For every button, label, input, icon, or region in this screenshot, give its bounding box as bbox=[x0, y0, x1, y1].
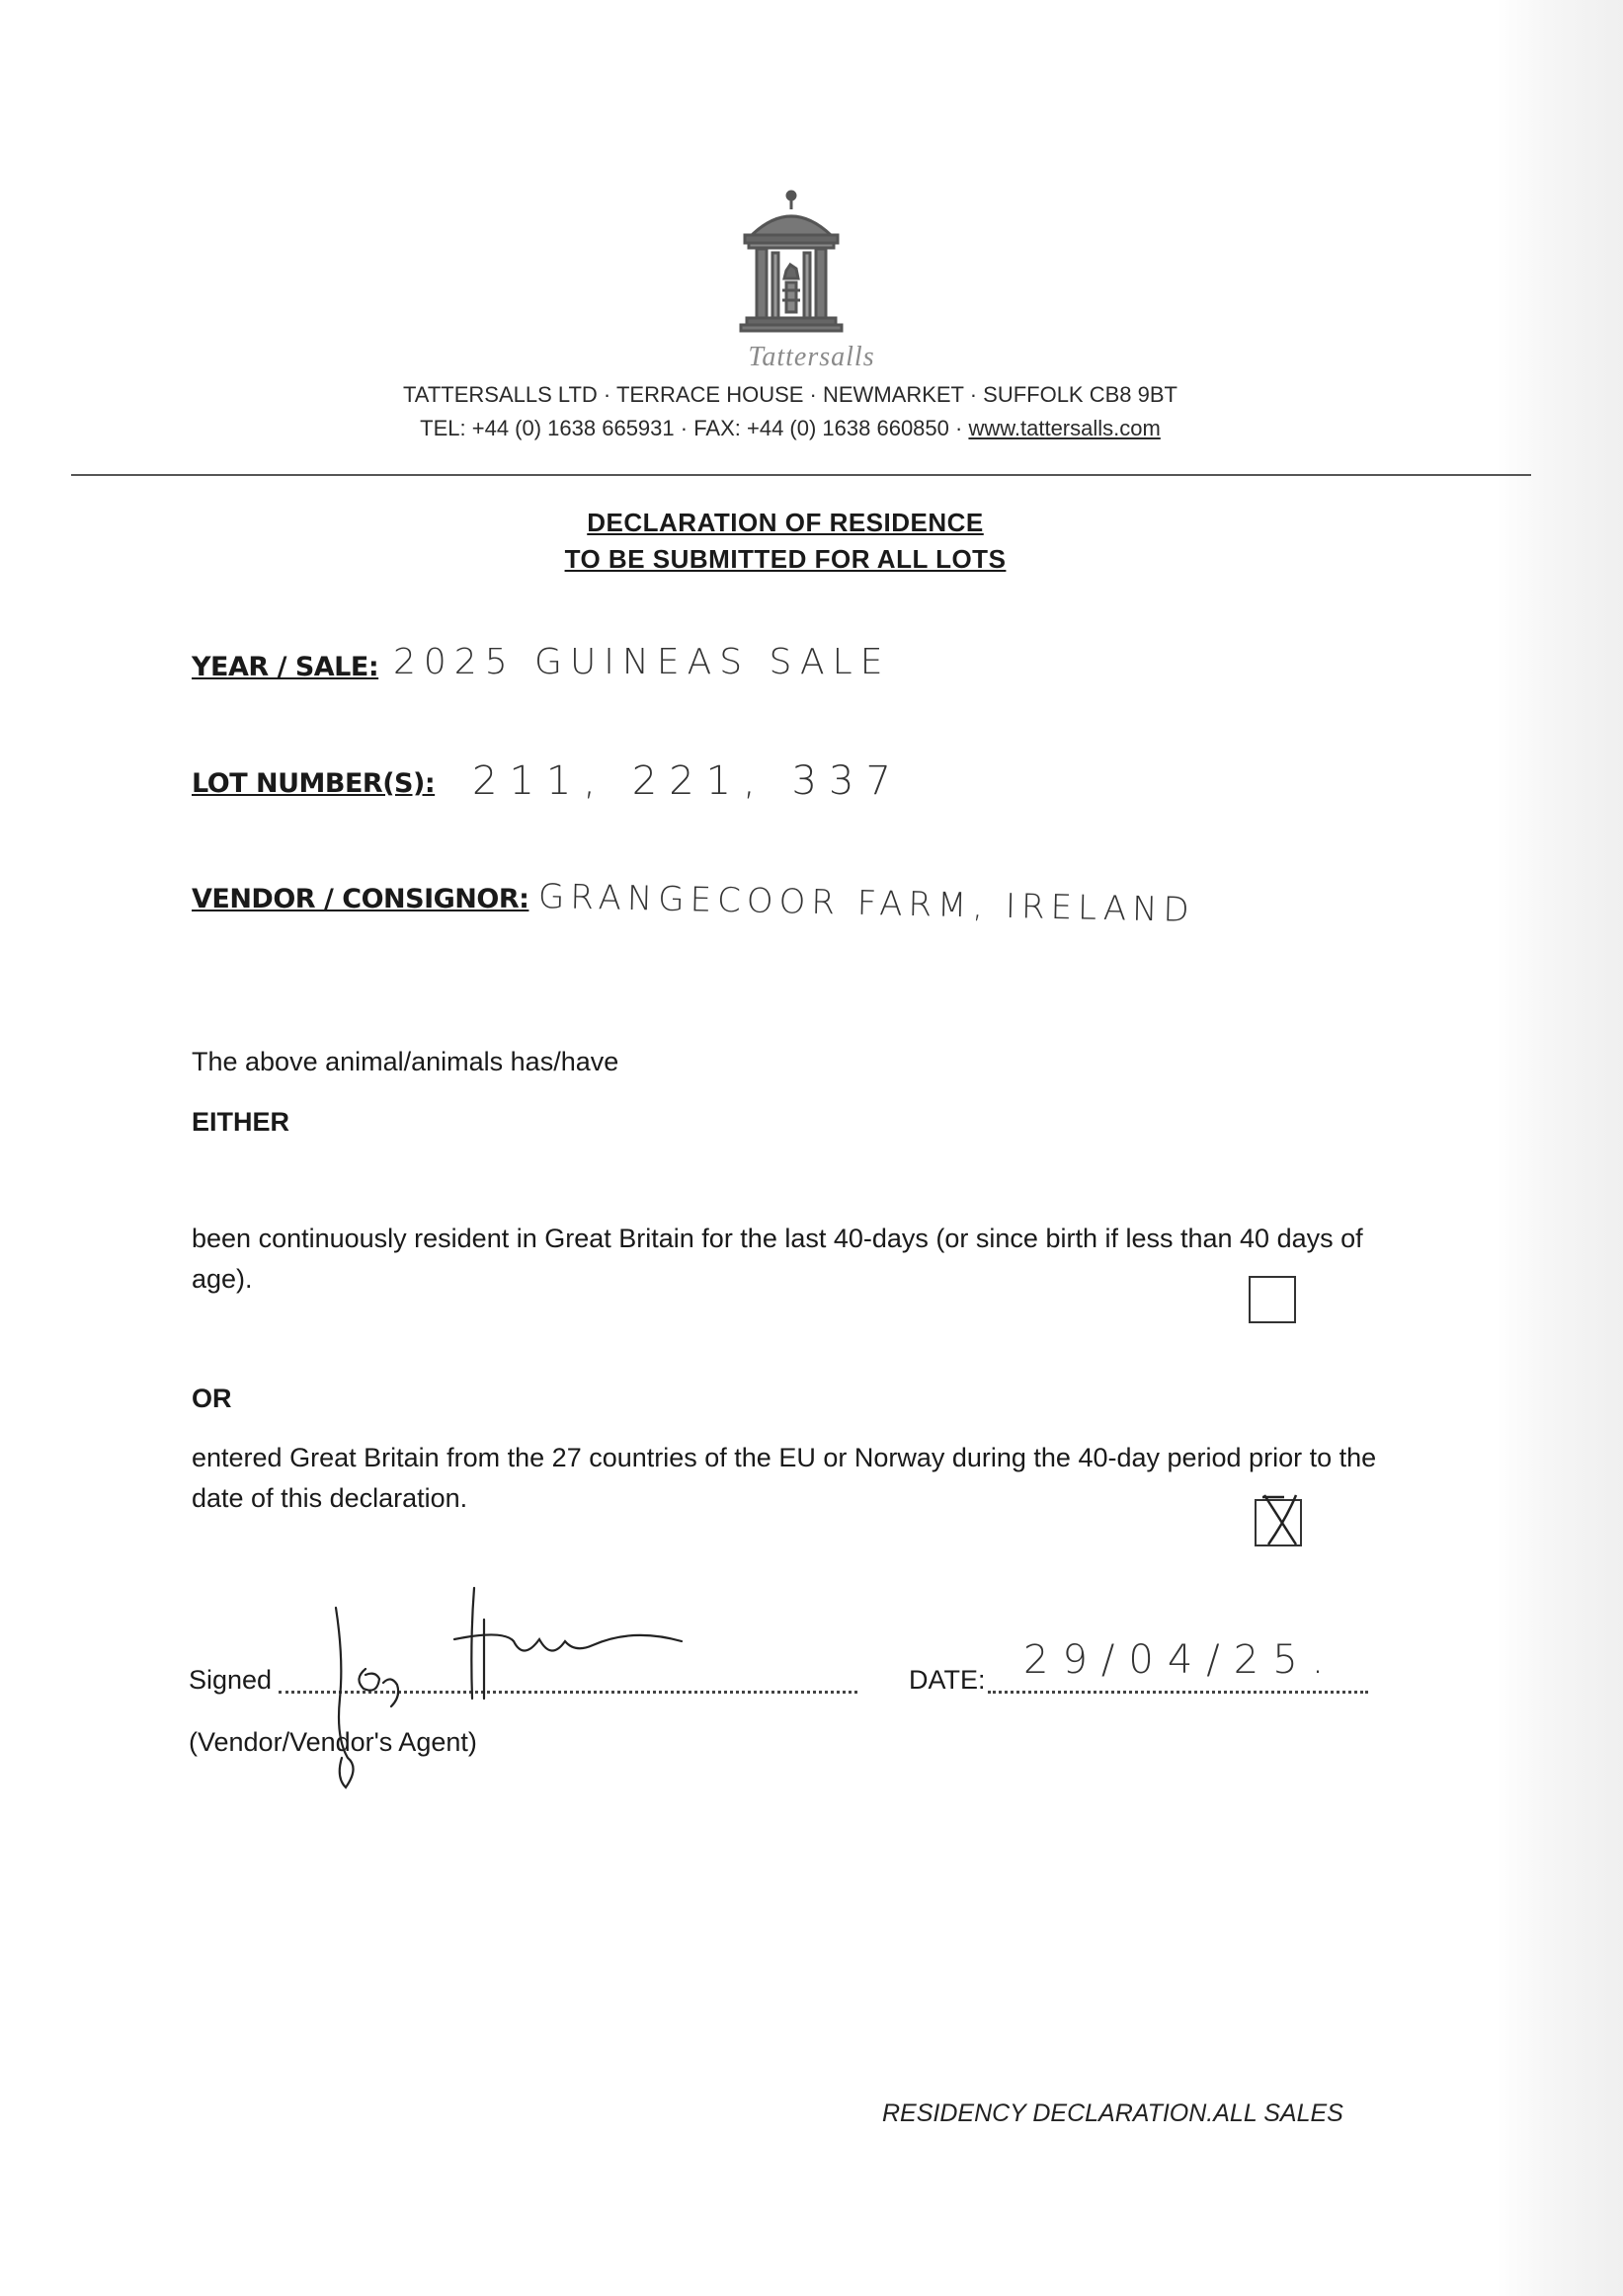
or-label: OR bbox=[192, 1384, 232, 1413]
footer-text: RESIDENCY DECLARATION.ALL SALES bbox=[882, 2099, 1343, 2127]
tattersalls-logo bbox=[717, 188, 865, 346]
contact-numbers: TEL: +44 (0) 1638 665931 · FAX: +44 (0) 1638 660850 · bbox=[420, 416, 969, 440]
form-subtitle: TO BE SUBMITTED FOR ALL LOTS bbox=[564, 544, 1007, 574]
year-sale-label: YEAR / SALE: bbox=[192, 652, 379, 682]
brand-name: Tattersalls bbox=[748, 342, 875, 372]
website-link[interactable]: www.tattersalls.com bbox=[968, 416, 1161, 440]
company-address: TATTERSALLS LTD · TERRACE HOUSE · NEWMARKET · SUFFOLK CB8 9BT bbox=[403, 382, 1177, 407]
vendor-value: GRANGECOOR FARM, IRELAND bbox=[537, 877, 1196, 930]
lot-numbers-value: 211, 221, 337 bbox=[472, 758, 903, 804]
option-2-text: entered Great Britain from the 27 countries of the EU or Norway during the 40-day period prior to the date of this declaration. bbox=[192, 1443, 1377, 1513]
check-x-icon bbox=[1257, 1489, 1304, 1548]
handwritten-signature bbox=[306, 1580, 701, 1797]
option-1-text: been continuously resident in Great Britain for the last 40-days (or since birth if less than 40 days of age). bbox=[192, 1224, 1363, 1294]
option-1-checkbox[interactable] bbox=[1249, 1276, 1296, 1323]
company-contact bbox=[0, 416, 1581, 441]
year-sale-value: 2025 GUINEAS SALE bbox=[393, 642, 891, 682]
date-label: DATE: bbox=[909, 1665, 986, 1695]
form-title: DECLARATION OF RESIDENCE bbox=[587, 508, 984, 537]
signed-label: Signed bbox=[189, 1665, 273, 1695]
either-label: EITHER bbox=[192, 1107, 290, 1137]
date-value: 29/04/25. bbox=[1023, 1637, 1339, 1683]
lot-numbers-label: LOT NUMBER(S): bbox=[192, 768, 436, 799]
header-divider bbox=[71, 474, 1531, 476]
date-dotted-line bbox=[988, 1691, 1368, 1694]
vendor-agent-label: (Vendor/Vendor's Agent) bbox=[189, 1727, 477, 1757]
vendor-label: VENDOR / CONSIGNOR: bbox=[192, 884, 529, 914]
intro-text: The above animal/animals has/have bbox=[192, 1047, 619, 1076]
option-2-checkbox[interactable] bbox=[1255, 1499, 1302, 1546]
